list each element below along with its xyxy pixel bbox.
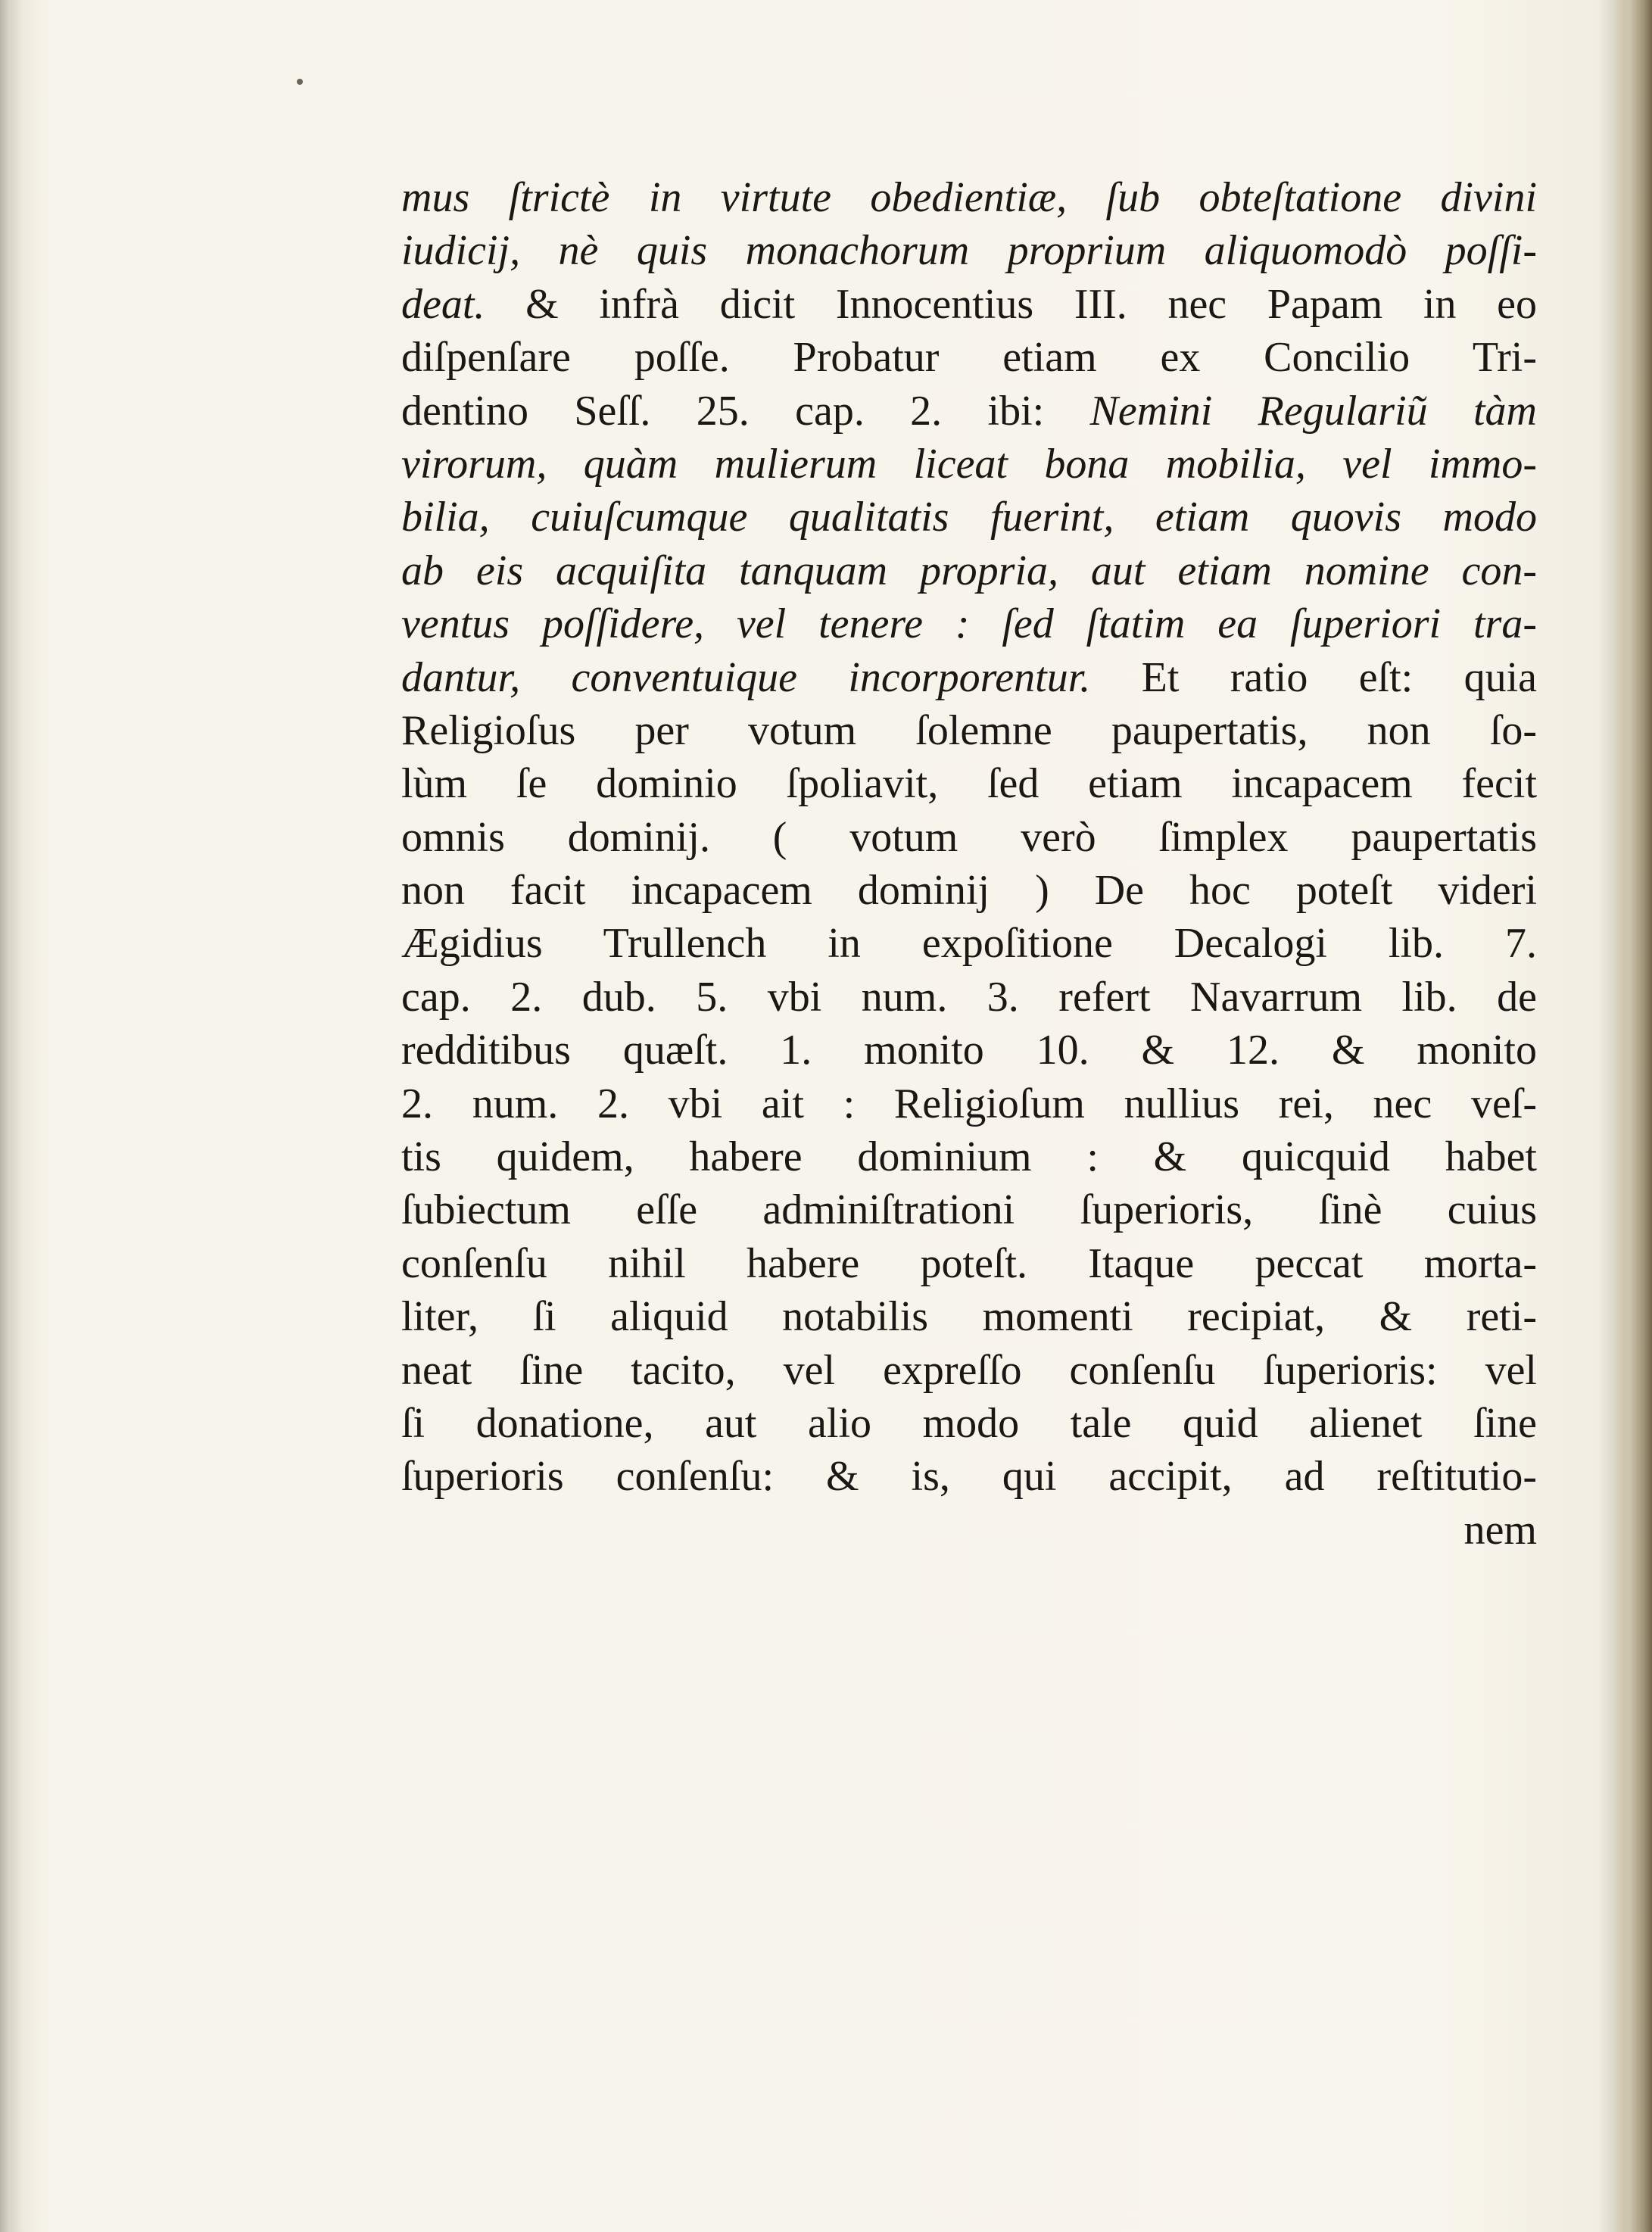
text-line (401, 1237, 1537, 1290)
text-segment: iudicij, nè quis monachorum proprium aliquomodò poſſi- (401, 227, 1537, 275)
text-segment: 2. num. 2. vbi ait : Religioſum nullius rei, nec veſ- (401, 1080, 1537, 1127)
text-segment: ſi donatione, aut alio modo tale quid alienet ſine (401, 1399, 1537, 1447)
text-line (401, 385, 1537, 438)
text-segment: neat ſine tacito, vel expreſſo conſenſu ſuperioris: vel (401, 1346, 1537, 1394)
text-line (401, 491, 1537, 544)
text-line (401, 757, 1537, 810)
text-line (401, 1450, 1537, 1503)
text-line (401, 1130, 1537, 1183)
text-segment: Nemini Regulariũ tàm (1089, 387, 1537, 435)
text-line (401, 224, 1537, 277)
text-line (401, 278, 1537, 331)
ink-speck (297, 79, 303, 85)
text-segment: mus ſtrictè in virtute obedientiæ, ſub obteſtatione divini (401, 174, 1537, 221)
page-edge (1614, 0, 1652, 2232)
text-segment: non facit incapacem dominij ) De hoc poteſt videri (401, 867, 1537, 915)
text-line (401, 651, 1537, 704)
text-line (401, 971, 1537, 1024)
text-segment: nem (1463, 1506, 1537, 1554)
text-line (401, 704, 1537, 757)
text-segment: Ægidius Trullench in expoſitione Decalogi lib. 7. (401, 920, 1537, 968)
catchword (401, 1504, 1537, 1557)
text-segment: liter, ſi aliquid notabilis momenti recipiat, & reti- (401, 1293, 1537, 1341)
text-line (401, 438, 1537, 491)
text-segment: ſuperioris conſenſu: & is, qui accipit, ad reſtitutio- (401, 1453, 1537, 1501)
text-segment: bilia, cuiuſcumque qualitatis fuerint, etiam quovis modo (401, 494, 1537, 541)
text-segment: tis quidem, habere dominium : & quicquid habet (401, 1133, 1537, 1181)
text-segment: cap. 2. dub. 5. vbi num. 3. refert Navarrum lib. de (401, 973, 1537, 1021)
page-gutter-shadow (0, 0, 23, 2232)
text-segment: conſenſu nihil habere poteſt. Itaque peccat morta- (401, 1239, 1537, 1287)
text-line (401, 597, 1537, 650)
text-segment: Religioſus per votum ſolemne paupertatis, non ſo- (401, 706, 1537, 754)
text-segment: lùm ſe dominio ſpoliavit, ſed etiam incapacem fecit (401, 760, 1537, 808)
text-segment: redditibus quæſt. 1. monito 10. & 12. & monito (401, 1027, 1537, 1074)
text-segment: omnis dominij. ( votum verò ſimplex paupertatis (401, 813, 1537, 861)
text-segment: ab eis acquiſita tanquam propria, aut etiam nomine con- (401, 547, 1537, 594)
text-line (401, 864, 1537, 917)
text-line (401, 1183, 1537, 1236)
text-line (401, 1024, 1537, 1077)
text-line (401, 917, 1537, 970)
text-segment: diſpenſare poſſe. Probatur etiam ex Concilio Tri- (401, 334, 1537, 382)
body-text (401, 171, 1537, 1557)
text-segment: virorum, quàm mulierum liceat bona mobilia, vel immo- (401, 440, 1537, 488)
text-segment: dantur, conventuique incorporentur. (401, 653, 1091, 701)
text-line (401, 171, 1537, 224)
text-segment: deat. (401, 280, 485, 328)
text-line (401, 1077, 1537, 1130)
text-line (401, 1290, 1537, 1343)
text-segment: ſubiectum eſſe adminiſtrationi ſuperioris, ſinè cuius (401, 1186, 1537, 1234)
text-segment: dentino Seſſ. 25. cap. 2. ibi: (401, 387, 1090, 435)
text-line (401, 544, 1537, 597)
text-line (401, 331, 1537, 384)
text-segment: & infrà dicit Innocentius III. nec Papam in eo (485, 280, 1537, 328)
text-line (401, 811, 1537, 864)
text-line (401, 1344, 1537, 1397)
text-segment: ventus poſſidere, vel tenere : ſed ſtatim ea ſuperiori tra- (401, 600, 1537, 648)
text-segment: Et ratio eſt: quia (1090, 653, 1537, 701)
text-line (401, 1397, 1537, 1450)
